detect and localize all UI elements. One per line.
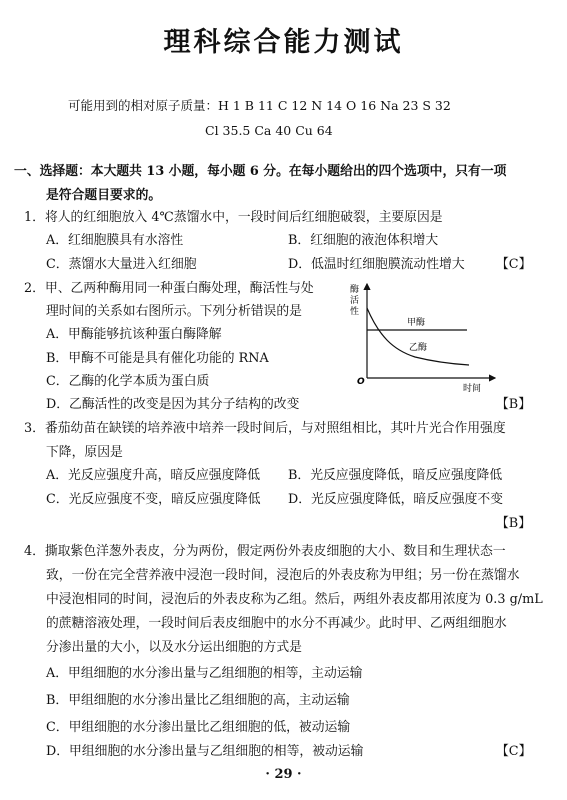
- atomic-masses-line-2: Cl 35.5 Ca 40 Cu 64: [205, 123, 333, 138]
- q4-option-c: C．甲组细胞的水分渗出量比乙组细胞的低，被动运输: [46, 720, 351, 735]
- q4-option-b: B．甲组细胞的水分渗出量比乙组细胞的高，主动运输: [46, 693, 350, 708]
- series-yi-curve: [367, 308, 469, 365]
- q1-option-a: A．红细胞膜具有水溶性: [46, 233, 184, 248]
- enzyme-activity-figure: [335, 278, 510, 393]
- origin-label: O: [357, 377, 365, 387]
- q4-answer: 【C】: [496, 744, 532, 759]
- section-heading-line-1: 一、选择题：本大题共 13 小题，每小题 6 分。在每小题给出的四个选项中，只有一项: [14, 164, 507, 179]
- q3-stem-line-2: 下降，原因是: [46, 445, 123, 460]
- q3-answer: 【B】: [496, 516, 531, 531]
- q4-option-a: A．甲组细胞的水分渗出量与乙组细胞的相等，主动运输: [46, 666, 363, 681]
- q1-option-b: B．红细胞的液泡体积增大: [288, 233, 439, 248]
- x-axis-label: 时间: [463, 384, 482, 393]
- y-axis-label-3: 性: [350, 307, 360, 317]
- q2-option-a: A．甲酶能够抗该种蛋白酶降解: [46, 327, 222, 342]
- page-number: · 29 ·: [265, 767, 302, 782]
- page-title: 理科综合能力测试: [163, 27, 404, 58]
- q1-option-c: C．蒸馏水大量进入红细胞: [46, 257, 197, 272]
- q4-option-d: D．甲组细胞的水分渗出量与乙组细胞的相等，被动运输: [46, 744, 364, 759]
- q3-option-b: B．光反应强度降低，暗反应强度降低: [288, 468, 503, 483]
- q3-option-d: D．光反应强度降低，暗反应强度不变: [288, 492, 504, 507]
- q2-stem-line-2: 理时间的关系如右图所示。下列分析错误的是: [46, 304, 302, 319]
- section-heading-line-2: 是符合题目要求的。: [46, 188, 162, 203]
- series-yi-label: 乙酶: [409, 343, 428, 353]
- q2-stem-line-1: 2．甲、乙两种酶用同一种蛋白酶处理，酶活性与处: [24, 281, 314, 296]
- q1-stem: 1．将人的红细胞放入 4℃蒸馏水中，一段时间后红细胞破裂，主要原因是: [24, 210, 443, 225]
- q1-option-d: D．低温时红细胞膜流动性增大: [288, 257, 465, 272]
- q4-stem-line-2: 致，一份在完全营养液中浸泡一段时间，浸泡后的外表皮称为甲组；另一份在蒸馏水: [46, 568, 520, 583]
- q2-option-b: B．甲酶不可能是具有催化功能的 RNA: [46, 351, 269, 366]
- y-axis-label-1: 酶: [350, 285, 360, 295]
- q4-stem-line-5: 分渗出量的大小，以及水分运出细胞的方式是: [46, 640, 302, 655]
- q3-option-c: C．光反应强度不变，暗反应强度降低: [46, 492, 261, 507]
- q4-stem-line-1: 4．撕取紫色洋葱外表皮，分为两份，假定两份外表皮细胞的大小、数目和生理状态一: [24, 544, 506, 559]
- series-jia-label: 甲酶: [407, 318, 426, 328]
- atomic-masses-line-1: 可能用到的相对原子质量：H 1 B 11 C 12 N 14 O 16 Na 23 S 32: [68, 98, 451, 113]
- y-axis-label-2: 活: [350, 296, 360, 306]
- q4-stem-line-3: 中浸泡相同的时间，浸泡后的外表皮称为乙组。然后，两组外表皮都用浓度为 0.3 g/mL: [46, 592, 543, 607]
- q1-answer: 【C】: [496, 257, 532, 272]
- q2-answer: 【B】: [496, 397, 531, 412]
- q2-option-c: C．乙酶的化学本质为蛋白质: [46, 374, 210, 389]
- q3-option-a: A．光反应强度升高，暗反应强度降低: [46, 468, 260, 483]
- q2-option-d: D．乙酶活性的改变是因为其分子结构的改变: [46, 397, 300, 412]
- q4-stem-line-4: 的蔗糖溶液处理，一段时间后表皮细胞中的水分不再减少。此时甲、乙两组细胞水: [46, 616, 507, 631]
- q3-stem-line-1: 3．番茄幼苗在缺镁的培养液中培养一段时间后，与对照组相比，其叶片光合作用强度: [24, 421, 506, 436]
